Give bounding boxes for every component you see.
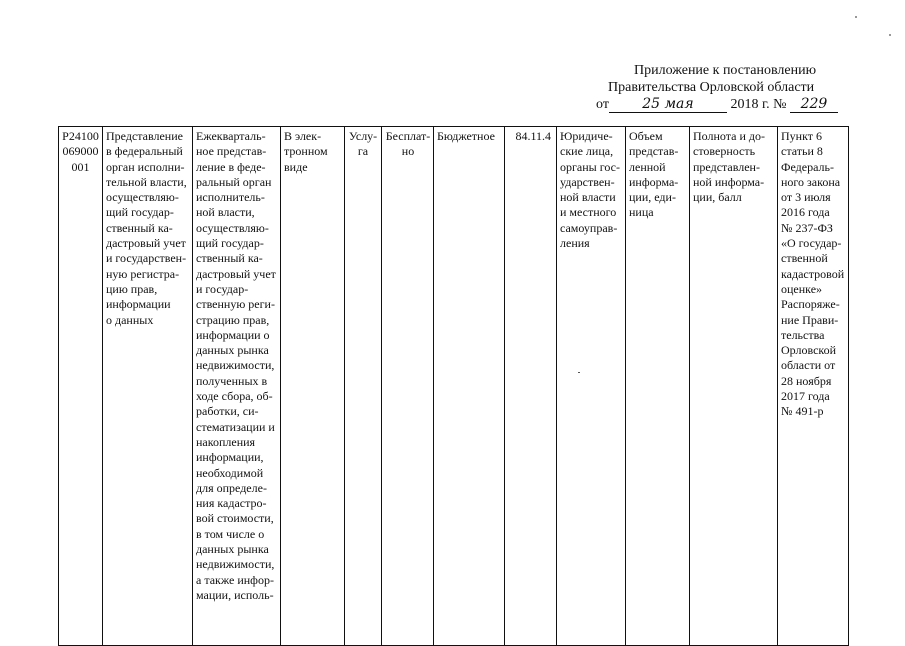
legal-basis-cell: Пункт 6 статьи 8 Федераль- ного закона от 3 июля 2016 года № 237-ФЗ «О государ- ственной кадастровой оценке» Распоряже- ние Прави- тельства Орловской области от 28 ноября 2017 года № 491-р	[778, 127, 849, 646]
scan-speck	[855, 16, 857, 18]
year-text: 2018 г. №	[730, 97, 787, 112]
handwritten-date: 25 мая	[609, 98, 727, 113]
type-cell: Услу- га	[345, 127, 382, 646]
provision-form-cell: В элек- тронном виде	[281, 127, 345, 646]
handwritten-number: 229	[790, 98, 838, 113]
service-name-cell: Представление в федеральный орган исполни- тельной власти, осуществляю- щий государ- ственный ка- дастровый учет и государствен- ную регистра- цию прав, информации о данных	[103, 127, 193, 646]
header-date-line	[596, 96, 866, 113]
institution-type-cell: Бюджетное	[434, 127, 505, 646]
table-row	[59, 127, 849, 646]
consumers-cell: Юридиче- ские лица, органы гос- ударствен- ной власти и местного самоуправ- ления	[557, 127, 626, 646]
header-line-2: Правительства Орловской области	[608, 80, 815, 95]
from-prefix: от	[596, 97, 609, 112]
services-table	[58, 126, 849, 646]
scan-speck	[889, 34, 891, 36]
scan-dot	[578, 372, 580, 373]
service-content-cell: Ежекварталь- ное представ- ление в феде- ральный орган исполнитель- ной власти, осуществляю- щий государ- ственный ка- дастровый учет и государ- ственную реги- страцию прав, информации о данных рынка недвижимости, полученных в ходе сбора, об- работки, си- стематизации и накопления информации, необходимой для определе- ния кадастро- вой стоимости, в том числе о данных рынка недвижимости, а также инфор- мации, исполь-	[193, 127, 281, 646]
registry-number-cell: Р24100 069000 001	[59, 127, 103, 646]
header-line-1: Приложение к постановлению	[634, 63, 817, 78]
document-header	[596, 62, 866, 113]
payment-cell: Бесплат- но	[382, 127, 434, 646]
okved-code-cell: 84.11.4	[505, 127, 557, 646]
volume-indicator-cell: Объем представ- ленной информа- ции, еди- ница	[626, 127, 690, 646]
quality-indicator-cell: Полнота и до- стоверность представлен- ной информа- ции, балл	[690, 127, 778, 646]
